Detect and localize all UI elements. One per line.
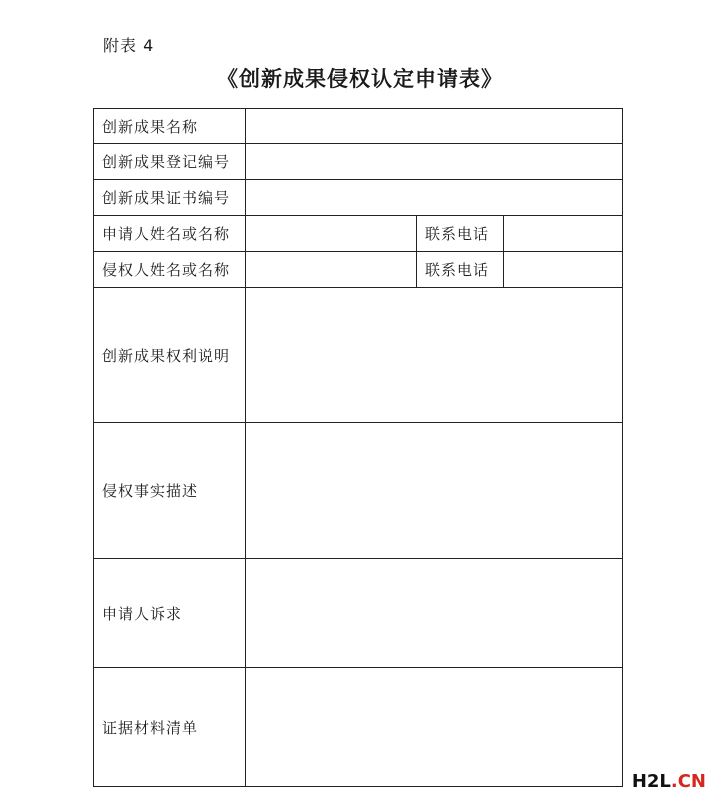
application-form-table (93, 108, 623, 787)
achievement-name-field[interactable] (246, 109, 623, 144)
applicant-phone-field[interactable] (504, 216, 623, 252)
infringer-name-field[interactable] (246, 252, 417, 288)
row-certificate-number (94, 180, 623, 216)
row-applicant (94, 216, 623, 252)
registration-number-field[interactable] (246, 144, 623, 180)
evidence-list-field[interactable] (246, 668, 623, 787)
form-title: 《创新成果侵权认定申请表》 (217, 66, 503, 91)
watermark-prefix: H2L (631, 771, 671, 792)
registration-number-label: 创新成果登记编号 (94, 144, 246, 180)
certificate-number-field[interactable] (246, 180, 623, 216)
infringer-phone-label: 联系电话 (417, 252, 504, 288)
watermark-suffix: .CN (670, 771, 706, 792)
row-applicant-claims (94, 559, 623, 668)
rights-statement-field[interactable] (246, 288, 623, 423)
site-watermark (632, 771, 706, 792)
row-registration-number (94, 144, 623, 180)
appendix-label: 附表 4 (103, 36, 155, 55)
row-infringement-facts (94, 423, 623, 559)
achievement-name-label: 创新成果名称 (94, 109, 246, 144)
applicant-phone-label: 联系电话 (417, 216, 504, 252)
certificate-number-label: 创新成果证书编号 (94, 180, 246, 216)
rights-statement-label: 创新成果权利说明 (94, 288, 246, 423)
applicant-name-field[interactable] (246, 216, 417, 252)
evidence-list-label: 证据材料清单 (94, 668, 246, 787)
infringement-facts-field[interactable] (246, 423, 623, 559)
infringement-facts-label: 侵权事实描述 (94, 423, 246, 559)
applicant-claims-field[interactable] (246, 559, 623, 668)
applicant-name-label: 申请人姓名或名称 (94, 216, 246, 252)
row-infringer (94, 252, 623, 288)
row-rights-statement (94, 288, 623, 423)
row-evidence-list (94, 668, 623, 787)
infringer-name-label: 侵权人姓名或名称 (94, 252, 246, 288)
row-achievement-name (94, 109, 623, 144)
infringer-phone-field[interactable] (504, 252, 623, 288)
applicant-claims-label: 申请人诉求 (94, 559, 246, 668)
